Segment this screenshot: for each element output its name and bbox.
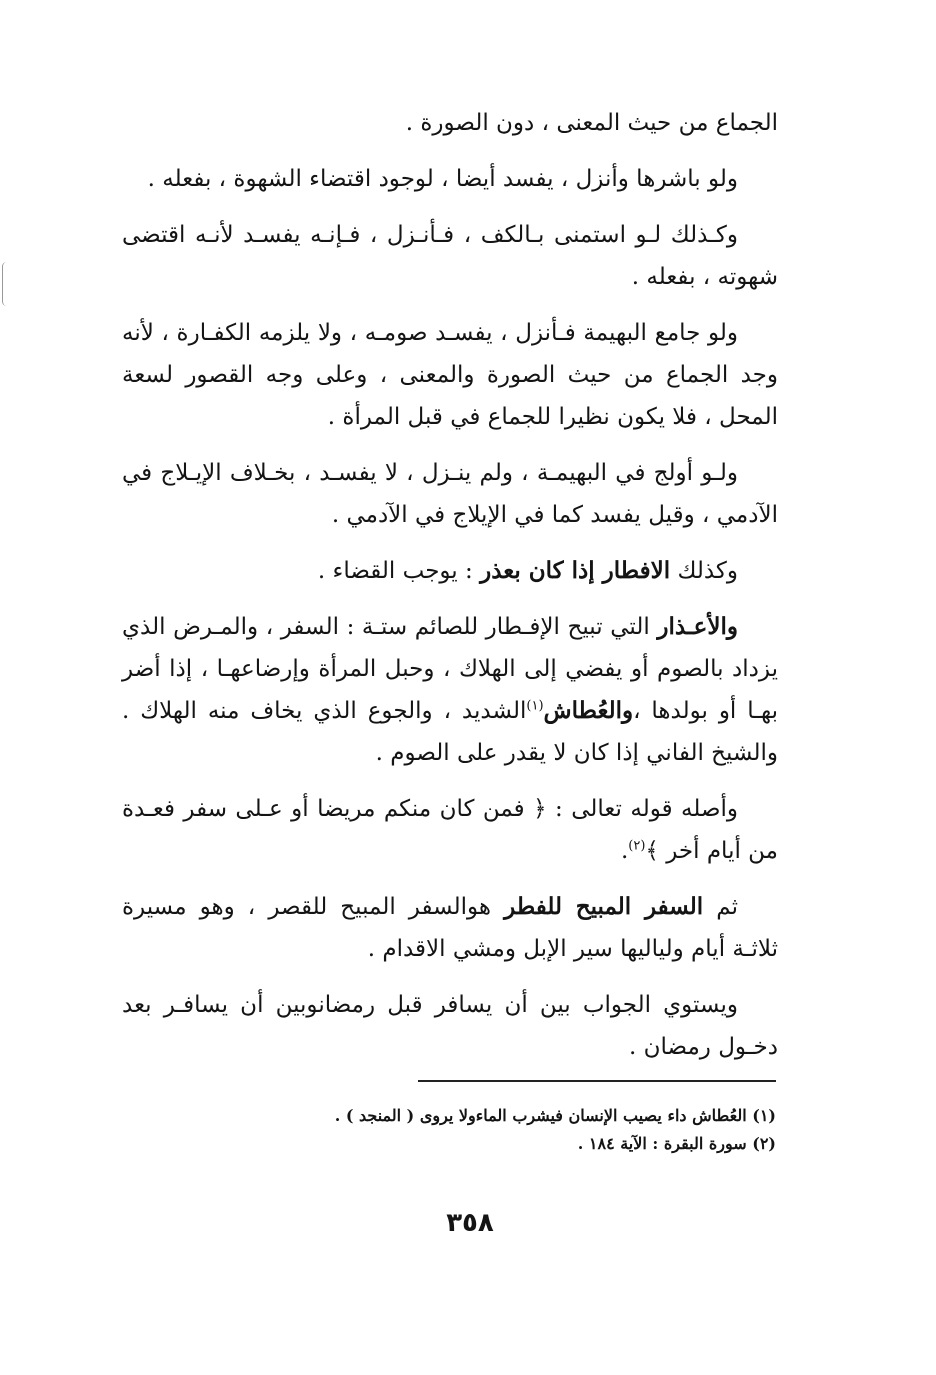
- text-run: وكـذلك لـو استمنى بـالكف ، فـأنـزل ، فـإنـه يفسـد لأنـه اقتضى شهوته ، بفعله .: [122, 222, 778, 290]
- text-run: ويستوي الجواب بين أن يسافر قبل رمضانوبين أن يسافـر بعد دخـول رمضان .: [122, 992, 778, 1060]
- paragraph: [122, 312, 778, 438]
- text-run: الجماع من حيث المعنى ، دون الصورة .: [405, 110, 778, 136]
- main-text: [122, 102, 778, 1082]
- text-run: ولـو أولج في البهيمـة ، ولم ينـزل ، لا يفسـد ، بخـلاف الإيـلاج في الآدمي ، وقيل يفسد كما في الإيلاج في الآدمي .: [122, 460, 778, 528]
- text-run: وكذلك: [670, 558, 738, 584]
- text-run: هوالسفر المبيح للقصر ، وهو مسيرة ثلاثـة أيام ولياليها سير الإبل ومشي الاقدام .: [122, 894, 778, 962]
- paragraph: [122, 788, 778, 872]
- paragraph: [122, 214, 778, 298]
- footnote-2: (٢) سورة البقرة : الآية ١٨٤ .: [577, 1134, 776, 1153]
- footnote-separator: [418, 1080, 776, 1082]
- paragraph: [122, 158, 778, 200]
- paragraph: [122, 550, 778, 592]
- bold-term: السفر المبيح للفطر: [504, 893, 704, 920]
- bold-term: الافطار إذا كان بعذر: [480, 557, 671, 584]
- text-run: ولو جامع البهيمة فـأنزل ، يفسـد صومـه ، ولا يلزمه الكفـارة ، لأنه وجد الجماع من حيث الصورة والمعنى ، وعلى وجه القصور لسعة المحل ، فلا يكون نظيرا للجماع في قبل المرأة .: [122, 320, 778, 430]
- bold-term: والعُطاش: [543, 697, 634, 724]
- text-run: ولو باشرها وأنزل ، يفسد أيضا ، لوجود اقتضاء الشهوة ، بفعله .: [147, 166, 738, 192]
- page-edge-mark: [2, 262, 11, 306]
- footnote-reference: (١): [526, 698, 544, 714]
- bold-term: والأعـذار: [657, 613, 738, 640]
- text-run: .: [620, 838, 629, 864]
- text-run: وأصله قوله تعالى : ﴿ فمن كان منكم مريضا أو عـلى سفر فعـدة من أيام أخر ﴾: [122, 796, 778, 864]
- paragraph: [122, 452, 778, 536]
- footnote-1: (١) العُطاش داء يصيب الإنسان فيشرب الماءولا يروى ( المنجد ) .: [334, 1106, 776, 1125]
- text-run: : يوجب القضاء .: [317, 558, 481, 584]
- paragraph: [122, 886, 778, 970]
- paragraph: [122, 606, 778, 774]
- text-run: ثم: [703, 894, 738, 920]
- text-run: التي تبيح الإفـطار للصائم ستـة : السفر ، والمـرض الذي يزداد بالصوم أو يفضي إلى الهلاك ، وحبل المرأة وإرضاعهـا ، إذا أضر بهـا أو بولدها ،: [122, 614, 778, 724]
- paragraph: [122, 984, 778, 1068]
- footnote-reference: (٢): [628, 838, 646, 854]
- text-run: الشديد ، والجوع الذي يخاف منه الهلاك . والشيخ الفاني إذا كان لا يقدر على الصوم .: [122, 698, 778, 766]
- footnotes: [300, 1102, 776, 1158]
- paragraph: [122, 102, 778, 144]
- page-number: ٣٥٨: [446, 1208, 494, 1238]
